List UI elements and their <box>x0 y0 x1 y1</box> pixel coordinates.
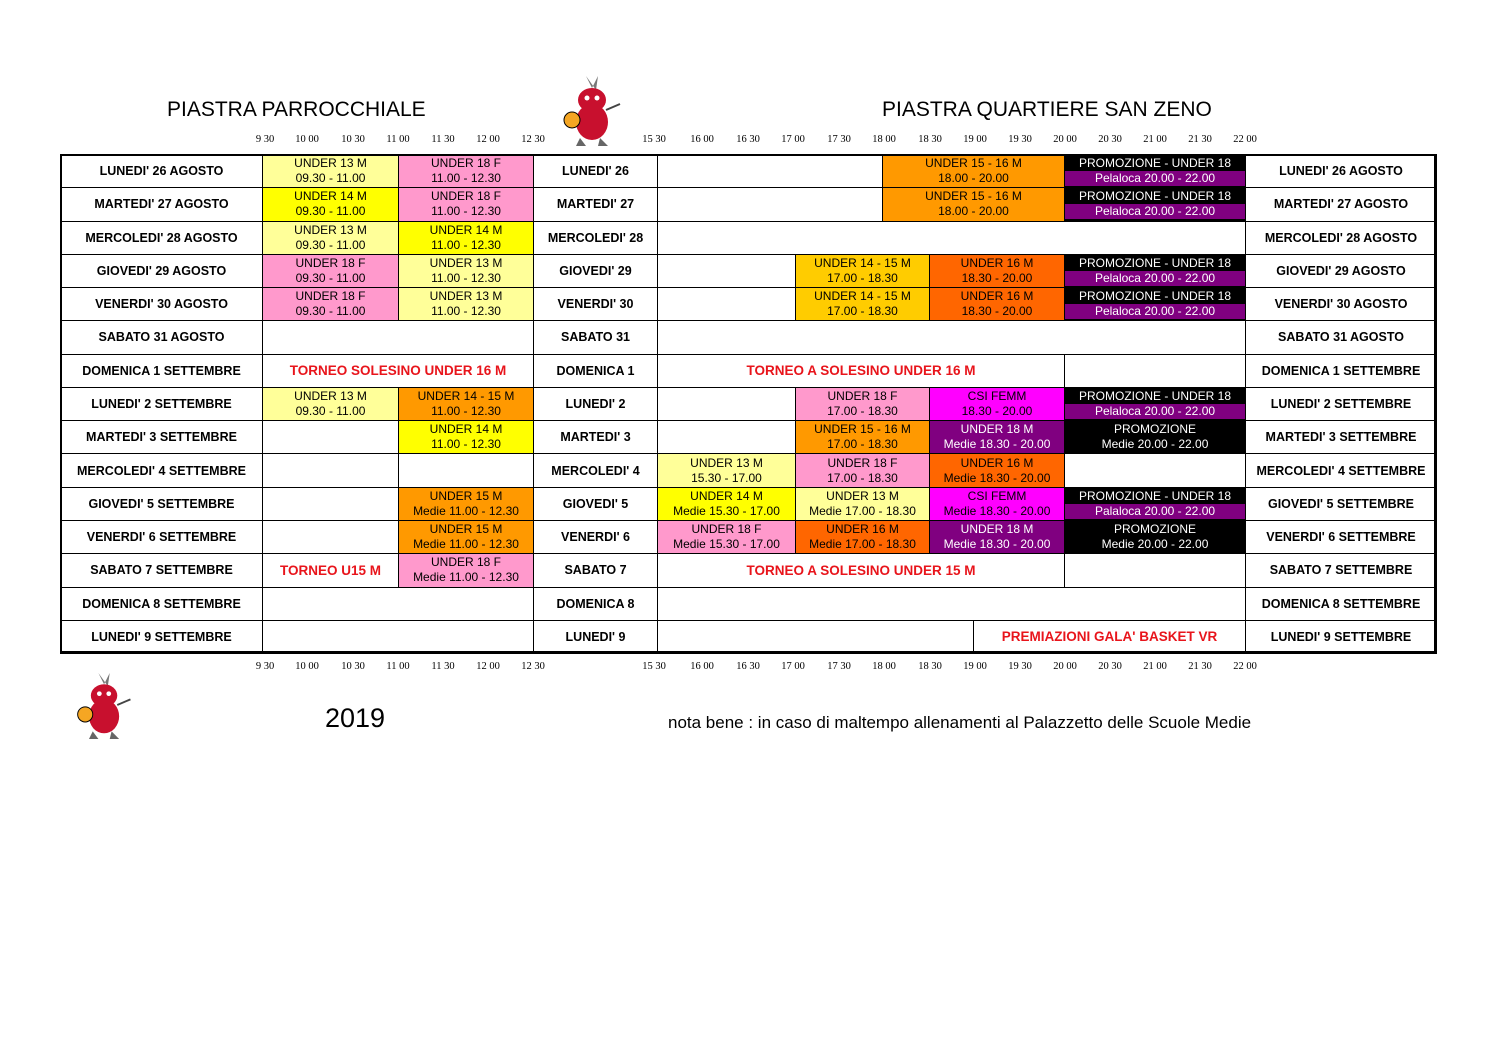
empty-slot <box>1064 553 1246 587</box>
event-time: 11.00 - 12.30 <box>431 237 501 252</box>
event-title: UNDER 14 M <box>429 222 503 237</box>
time-tick-label: 19 00 <box>963 661 987 672</box>
time-tick-label: 19 30 <box>1008 134 1032 145</box>
time-tick-label: 16 30 <box>736 661 760 672</box>
empty-slot <box>262 453 399 487</box>
event-title: UNDER 14 - 15 M <box>814 255 911 270</box>
event-time: 18.00 - 20.00 <box>938 171 1009 186</box>
schedule-event <box>398 187 534 221</box>
time-tick-label: 22 00 <box>1233 134 1257 145</box>
day-label-day-right: GIOVEDI' 5 SETTEMBRE <box>1245 487 1437 521</box>
day-label-day-mid: MERCOLEDI' 28 <box>533 221 658 255</box>
event-title: PROMOZIONE <box>1113 422 1196 437</box>
time-tick-label: 11 00 <box>386 661 410 672</box>
event-title: CSI FEMM <box>967 389 1027 403</box>
event-title: UNDER 16 M <box>826 522 899 537</box>
day-label-day-left: GIOVEDI' 5 SETTEMBRE <box>60 487 263 521</box>
event-title: UNDER 13 M <box>294 156 367 171</box>
time-tick-label: 19 00 <box>963 134 987 145</box>
schedule-event <box>262 154 399 188</box>
empty-slot <box>262 320 534 354</box>
schedule-event <box>398 520 534 554</box>
schedule-event <box>1064 187 1246 221</box>
schedule-event <box>795 487 930 521</box>
schedule-event <box>1064 487 1246 521</box>
time-tick-label: 9 30 <box>255 661 275 672</box>
event-title: UNDER 13 M <box>826 488 899 503</box>
day-label-day-mid: MARTEDI' 3 <box>533 420 658 454</box>
empty-slot <box>657 154 883 188</box>
event-time: 18.30 - 20.00 <box>961 404 1033 418</box>
schedule-event <box>1064 287 1246 321</box>
time-tick-label: 19 30 <box>1008 661 1032 672</box>
event-title: TORNEO U15 M <box>279 562 382 578</box>
schedule-event <box>929 287 1065 321</box>
day-label-day-left: MARTEDI' 3 SETTEMBRE <box>60 420 263 454</box>
event-title: UNDER 18 F <box>827 389 898 403</box>
time-scale-bottom <box>0 661 1497 675</box>
day-label-day-right: VENERDI' 30 AGOSTO <box>1245 287 1437 321</box>
schedule-event <box>929 254 1065 288</box>
day-label-day-right: LUNEDI' 9 SETTEMBRE <box>1245 620 1437 654</box>
event-time: Medie 17.00 - 18.30 <box>809 503 916 518</box>
empty-slot <box>657 187 883 221</box>
day-label-day-right: MERCOLEDI' 28 AGOSTO <box>1245 221 1437 255</box>
day-label-day-mid: LUNEDI' 9 <box>533 620 658 654</box>
day-label-day-mid: SABATO 7 <box>533 553 658 587</box>
event-time: 09.30 - 11.00 <box>295 204 366 219</box>
schedule-event <box>262 553 399 587</box>
schedule-event <box>398 154 534 188</box>
time-tick-label: 9 30 <box>255 134 275 145</box>
schedule-event <box>1064 520 1246 554</box>
schedule-event <box>795 254 930 288</box>
empty-slot <box>657 620 974 654</box>
event-title: UNDER 14 - 15 M <box>417 389 515 403</box>
event-title: UNDER 15 M <box>429 522 503 537</box>
schedule-event <box>1064 154 1246 188</box>
day-label-day-left: LUNEDI' 26 AGOSTO <box>60 154 263 188</box>
day-label-day-mid: VENERDI' 6 <box>533 520 658 554</box>
event-title: UNDER 13 M <box>294 389 367 403</box>
schedule-event <box>795 287 930 321</box>
day-label-day-mid: DOMENICA 1 <box>533 354 658 388</box>
day-label-day-right: DOMENICA 8 SETTEMBRE <box>1245 587 1437 621</box>
year-label: 2019 <box>325 703 386 733</box>
time-tick-label: 18 30 <box>918 134 942 145</box>
time-tick-label: 12 30 <box>521 661 545 672</box>
schedule-event <box>795 520 930 554</box>
event-title: UNDER 18 F <box>691 522 762 537</box>
day-label-day-right: SABATO 7 SETTEMBRE <box>1245 553 1437 587</box>
schedule-event <box>398 287 534 321</box>
time-tick-label: 21 00 <box>1143 134 1167 145</box>
empty-slot <box>262 587 534 621</box>
schedule-grid <box>60 154 1436 653</box>
event-time: 09.30 - 11.00 <box>295 304 366 319</box>
event-title: UNDER 13 M <box>294 222 367 237</box>
empty-slot <box>1064 453 1246 487</box>
schedule-event <box>398 553 534 587</box>
event-time: Medie 20.00 - 22.00 <box>1101 437 1209 452</box>
event-time: Medie 18.30 - 20.00 <box>943 503 1051 518</box>
event-title: TORNEO A SOLESINO UNDER 16 M <box>746 363 976 379</box>
day-label-day-mid: VENERDI' 30 <box>533 287 658 321</box>
mascot-logo-bottom <box>72 665 138 750</box>
event-time: Medie 15.30 - 17.00 <box>673 537 780 552</box>
day-label-day-left: DOMENICA 8 SETTEMBRE <box>60 587 263 621</box>
schedule-event <box>929 520 1065 554</box>
day-label-day-right: GIOVEDI' 29 AGOSTO <box>1245 254 1437 288</box>
day-label-day-right: LUNEDI' 26 AGOSTO <box>1245 154 1437 188</box>
event-title: UNDER 18 F <box>430 555 501 570</box>
time-scale-top <box>0 134 1497 148</box>
event-title: CSI FEMM <box>967 488 1027 503</box>
event-title: PROMOZIONE - UNDER 18 <box>1078 156 1231 171</box>
day-label-day-mid: MARTEDI' 27 <box>533 187 658 221</box>
schedule-event <box>1064 254 1246 288</box>
day-label-day-mid: LUNEDI' 26 <box>533 154 658 188</box>
event-time: Medie 17.00 - 18.30 <box>809 537 916 552</box>
schedule-event <box>795 420 930 454</box>
time-tick-label: 17 30 <box>827 134 851 145</box>
event-time: Medie 11.00 - 12.30 <box>413 570 519 585</box>
day-label-day-mid: DOMENICA 8 <box>533 587 658 621</box>
event-title: PREMIAZIONI GALA' BASKET VR <box>1001 629 1218 645</box>
event-title: UNDER 15 M <box>429 488 503 503</box>
event-time: Medie 20.00 - 22.00 <box>1101 537 1209 552</box>
event-time: Pelaloca 20.00 - 22.00 <box>1065 304 1245 319</box>
event-time: 09.30 - 11.00 <box>295 404 366 418</box>
day-label-day-mid: LUNEDI' 2 <box>533 387 658 421</box>
day-label-day-left: MERCOLEDI' 28 AGOSTO <box>60 221 263 255</box>
event-title: UNDER 16 M <box>960 455 1034 470</box>
schedule-event <box>398 487 534 521</box>
schedule-event <box>262 354 534 388</box>
event-title: UNDER 15 - 16 M <box>814 422 911 437</box>
event-title: UNDER 13 M <box>690 455 763 470</box>
left-venue-title: PIASTRA PARROCCHIALE <box>167 98 426 121</box>
event-time: Medie 11.00 - 12.30 <box>413 503 519 518</box>
event-title: UNDER 13 M <box>429 255 503 270</box>
empty-slot <box>262 420 399 454</box>
event-time: 17.00 - 18.30 <box>827 437 898 452</box>
schedule-event <box>262 254 399 288</box>
time-tick-label: 20 00 <box>1053 134 1077 145</box>
event-time: 17.00 - 18.30 <box>827 470 898 485</box>
event-time: 09.30 - 11.00 <box>295 237 366 252</box>
event-time: Medie 18.30 - 20.00 <box>943 470 1051 485</box>
event-time: Medie 11.00 - 12.30 <box>413 537 519 552</box>
event-time: 18.30 - 20.00 <box>961 304 1033 319</box>
schedule-event <box>973 620 1246 654</box>
schedule-event <box>929 487 1065 521</box>
schedule-event <box>657 354 1065 388</box>
schedule-event <box>262 187 399 221</box>
event-title: UNDER 14 M <box>429 422 503 437</box>
event-title: UNDER 18 F <box>295 255 366 270</box>
day-label-day-left: MARTEDI' 27 AGOSTO <box>60 187 263 221</box>
schedule-event <box>882 154 1065 188</box>
day-label-day-left: LUNEDI' 9 SETTEMBRE <box>60 620 263 654</box>
event-time: Pelaloca 20.00 - 22.00 <box>1065 171 1245 186</box>
event-title: UNDER 13 M <box>429 289 503 304</box>
time-tick-label: 21 30 <box>1188 134 1212 145</box>
empty-slot <box>657 387 796 421</box>
time-tick-label: 20 30 <box>1098 661 1122 672</box>
schedule-event <box>657 553 1065 587</box>
schedule-event <box>929 453 1065 487</box>
event-title: TORNEO SOLESINO UNDER 16 M <box>289 363 507 379</box>
time-tick-label: 16 30 <box>736 134 760 145</box>
event-time: Medie 15.30 - 17.00 <box>673 503 780 518</box>
empty-slot <box>657 320 1246 354</box>
schedule-event <box>262 221 399 255</box>
day-label-day-right: DOMENICA 1 SETTEMBRE <box>1245 354 1437 388</box>
day-label-day-left: GIOVEDI' 29 AGOSTO <box>60 254 263 288</box>
time-tick-label: 15 30 <box>642 134 666 145</box>
day-label-day-mid: GIOVEDI' 29 <box>533 254 658 288</box>
event-time: 17.00 - 18.30 <box>827 404 898 418</box>
time-tick-label: 11 00 <box>386 134 410 145</box>
event-title: UNDER 18 M <box>960 522 1034 537</box>
event-time: 09.30 - 11.00 <box>295 171 366 186</box>
day-label-day-left: MERCOLEDI' 4 SETTEMBRE <box>60 453 263 487</box>
event-time: Medie 18.30 - 20.00 <box>943 437 1051 452</box>
day-label-day-right: SABATO 31 AGOSTO <box>1245 320 1437 354</box>
time-tick-label: 18 00 <box>872 134 896 145</box>
time-tick-label: 10 00 <box>295 661 319 672</box>
time-tick-label: 10 00 <box>295 134 319 145</box>
schedule-event <box>262 387 399 421</box>
time-tick-label: 12 00 <box>476 134 500 145</box>
time-tick-label: 22 00 <box>1233 661 1257 672</box>
event-title: PROMOZIONE - UNDER 18 <box>1078 255 1231 270</box>
event-time: 09.30 - 11.00 <box>295 270 366 285</box>
event-time: Palaloca 20.00 - 22.00 <box>1065 504 1245 519</box>
day-label-day-left: LUNEDI' 2 SETTEMBRE <box>60 387 263 421</box>
time-tick-label: 18 30 <box>918 661 942 672</box>
empty-slot <box>262 620 534 654</box>
event-time: 11.00 - 12.30 <box>431 171 501 186</box>
empty-slot <box>657 287 796 321</box>
day-label-day-mid: SABATO 31 <box>533 320 658 354</box>
day-label-day-left: SABATO 7 SETTEMBRE <box>60 553 263 587</box>
time-tick-label: 21 30 <box>1188 661 1212 672</box>
event-time: 11.00 - 12.30 <box>431 270 501 285</box>
schedule-event <box>929 420 1065 454</box>
event-time: 11.00 - 12.30 <box>431 304 501 319</box>
day-label-day-right: VENERDI' 6 SETTEMBRE <box>1245 520 1437 554</box>
event-title: UNDER 14 - 15 M <box>814 289 911 304</box>
event-title: UNDER 16 M <box>960 289 1034 304</box>
event-title: TORNEO A SOLESINO UNDER 15 M <box>746 562 976 578</box>
event-time: 17.00 - 18.30 <box>827 304 898 319</box>
empty-slot <box>657 587 1246 621</box>
event-title: UNDER 18 F <box>430 189 501 204</box>
schedule-event <box>1064 420 1246 454</box>
event-title: UNDER 18 M <box>960 422 1034 437</box>
event-time: 18.00 - 20.00 <box>938 204 1009 219</box>
schedule-event <box>929 387 1065 421</box>
time-tick-label: 10 30 <box>341 661 365 672</box>
event-time: 11.00 - 12.30 <box>431 404 501 418</box>
event-title: UNDER 14 M <box>690 488 763 503</box>
empty-slot <box>262 487 399 521</box>
time-tick-label: 12 30 <box>521 134 545 145</box>
event-time: 15.30 - 17.00 <box>691 470 762 485</box>
schedule-event <box>795 387 930 421</box>
schedule-event <box>1064 387 1246 421</box>
time-tick-label: 16 00 <box>690 661 714 672</box>
event-title: PROMOZIONE - UNDER 18 <box>1078 189 1231 204</box>
schedule-event <box>398 387 534 421</box>
time-tick-label: 15 30 <box>642 661 666 672</box>
schedule-event <box>262 287 399 321</box>
event-title: UNDER 18 F <box>430 156 501 171</box>
empty-slot <box>398 453 534 487</box>
event-time: 18.30 - 20.00 <box>961 270 1033 285</box>
event-time: Pelaloca 20.00 - 22.00 <box>1065 271 1245 286</box>
day-label-day-right: MARTEDI' 3 SETTEMBRE <box>1245 420 1437 454</box>
event-title: PROMOZIONE <box>1113 522 1196 537</box>
empty-slot <box>657 221 1246 255</box>
schedule-event <box>398 254 534 288</box>
day-label-day-right: MERCOLEDI' 4 SETTEMBRE <box>1245 453 1437 487</box>
time-tick-label: 11 30 <box>431 661 455 672</box>
event-title: UNDER 14 M <box>294 189 367 204</box>
event-title: UNDER 15 - 16 M <box>925 156 1022 171</box>
event-title: UNDER 18 F <box>295 289 366 304</box>
time-tick-label: 12 00 <box>476 661 500 672</box>
schedule-event <box>398 221 534 255</box>
schedule-event <box>882 187 1065 221</box>
empty-slot <box>657 420 796 454</box>
event-time: 11.00 - 12.30 <box>431 204 501 219</box>
time-tick-label: 17 00 <box>781 134 805 145</box>
event-title: UNDER 18 F <box>827 455 898 470</box>
schedule-event <box>657 487 796 521</box>
event-time: 17.00 - 18.30 <box>827 270 898 285</box>
time-tick-label: 10 30 <box>341 134 365 145</box>
day-label-day-mid: GIOVEDI' 5 <box>533 487 658 521</box>
time-tick-label: 17 00 <box>781 661 805 672</box>
time-tick-label: 16 00 <box>690 134 714 145</box>
event-title: UNDER 16 M <box>960 255 1034 270</box>
empty-slot <box>657 254 796 288</box>
schedule-event <box>398 420 534 454</box>
day-label-day-right: MARTEDI' 27 AGOSTO <box>1245 187 1437 221</box>
event-time: Pelaloca 20.00 - 22.00 <box>1065 404 1245 419</box>
empty-slot <box>1064 354 1246 388</box>
empty-slot <box>262 520 399 554</box>
day-label-day-left: VENERDI' 30 AGOSTO <box>60 287 263 321</box>
event-title: PROMOZIONE - UNDER 18 <box>1078 389 1231 403</box>
weather-note: nota bene : in caso di maltempo allenamenti al Palazzetto delle Scuole Medie <box>668 713 1252 732</box>
event-title: UNDER 15 - 16 M <box>925 189 1022 204</box>
time-tick-label: 20 30 <box>1098 134 1122 145</box>
day-label-day-left: DOMENICA 1 SETTEMBRE <box>60 354 263 388</box>
event-title: PROMOZIONE - UNDER 18 <box>1078 488 1231 503</box>
schedule-event <box>795 453 930 487</box>
time-tick-label: 17 30 <box>827 661 851 672</box>
day-label-day-left: SABATO 31 AGOSTO <box>60 320 263 354</box>
day-label-day-right: LUNEDI' 2 SETTEMBRE <box>1245 387 1437 421</box>
event-time: 11.00 - 12.30 <box>431 437 501 452</box>
time-tick-label: 18 00 <box>872 661 896 672</box>
day-label-day-left: VENERDI' 6 SETTEMBRE <box>60 520 263 554</box>
right-venue-title: PIASTRA QUARTIERE SAN ZENO <box>882 98 1212 121</box>
time-tick-label: 20 00 <box>1053 661 1077 672</box>
event-time: Medie 18.30 - 20.00 <box>943 537 1051 552</box>
event-time: Pelaloca 20.00 - 22.00 <box>1065 204 1245 219</box>
day-label-day-mid: MERCOLEDI' 4 <box>533 453 658 487</box>
time-tick-label: 11 30 <box>431 134 455 145</box>
schedule-event <box>657 520 796 554</box>
schedule-event <box>657 453 796 487</box>
time-tick-label: 21 00 <box>1143 661 1167 672</box>
event-title: PROMOZIONE - UNDER 18 <box>1078 289 1231 304</box>
